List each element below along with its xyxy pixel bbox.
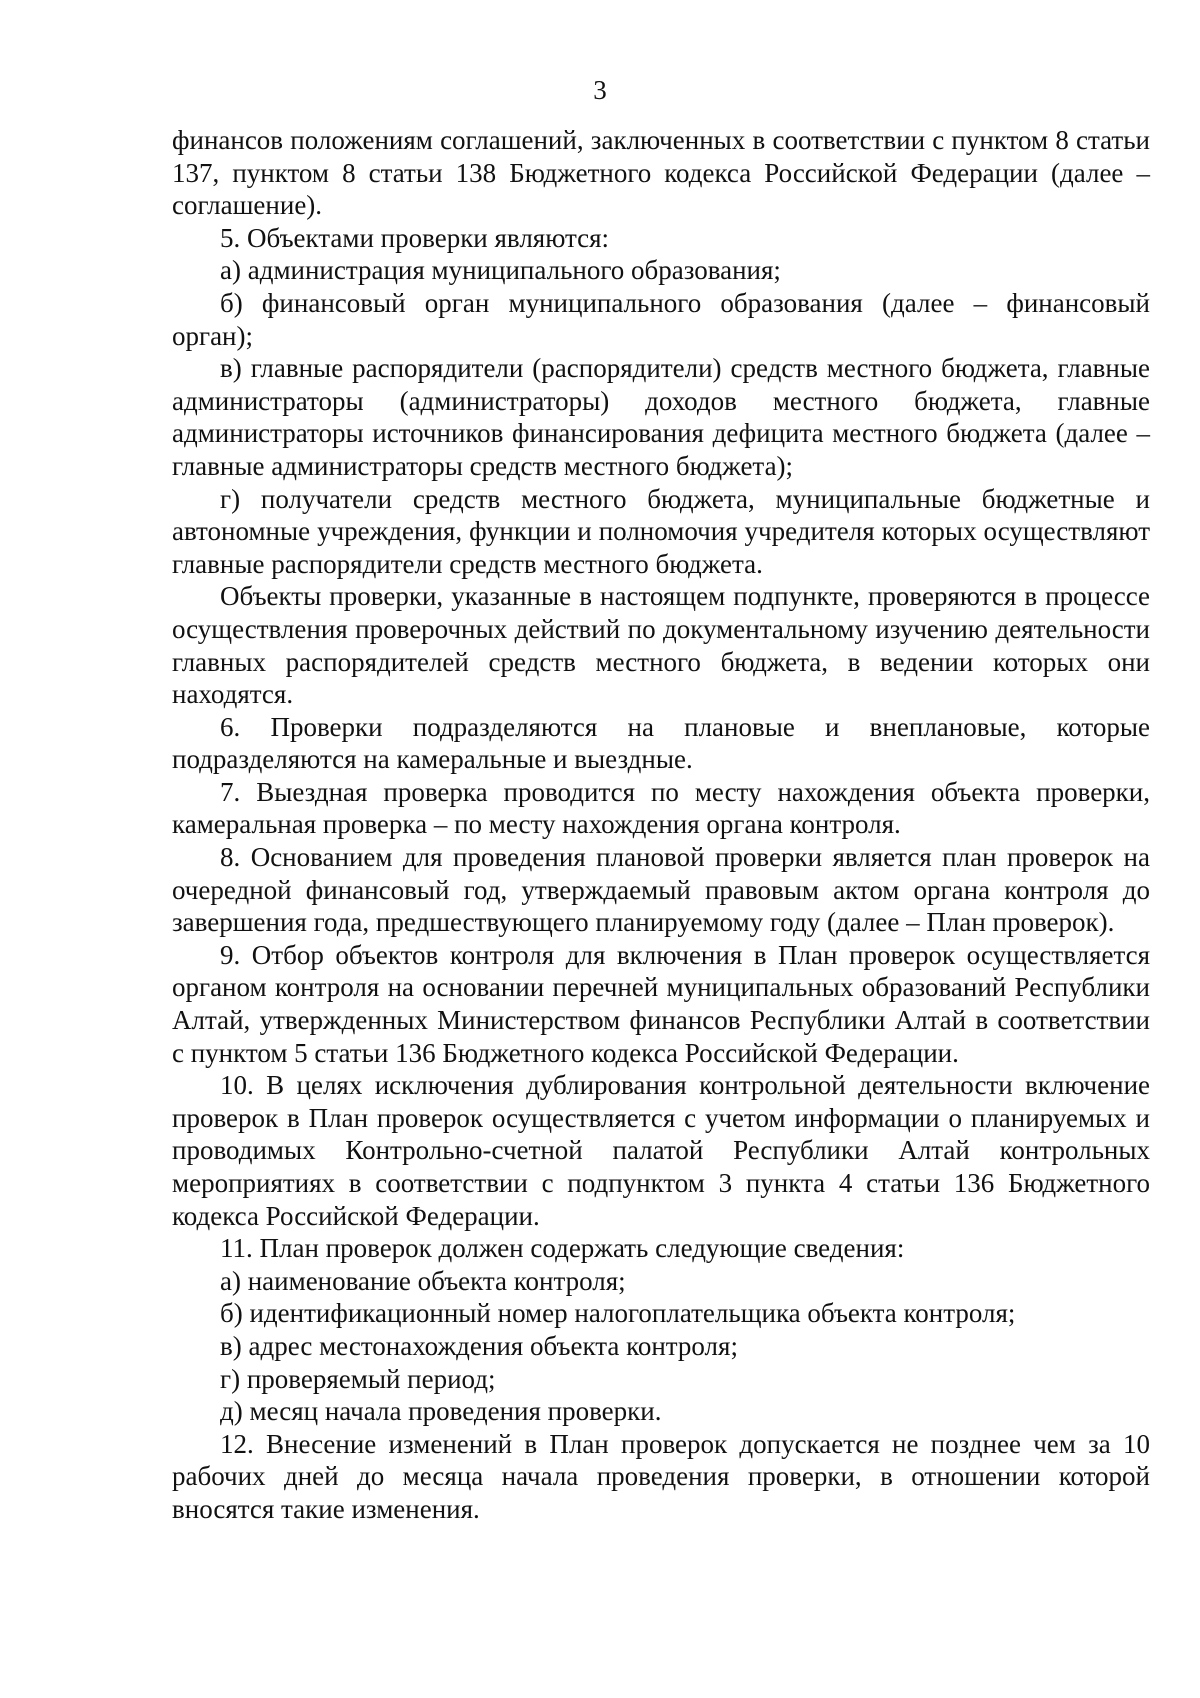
paragraph-item-7: 7. Выездная проверка проводится по месту нахождения объекта проверки, камеральная проверка – по месту нахождения органа контроля.: [172, 776, 1150, 840]
paragraph-item-8: 8. Основанием для проведения плановой проверки является план проверок на очередной финансовый год, утверждаемый правовым актом органа контроля до завершения года, предшествующего планируемому году (далее – План проверок).: [172, 842, 1150, 938]
paragraph-item-12: 12. Внесение изменений в План проверок допускается не позднее чем за 10 рабочих дней до месяца начала проведения проверки, в отношении которой вносятся такие изменения.: [172, 1428, 1150, 1524]
page-number: 3: [593, 75, 607, 105]
paragraph-item-5: 5. Объектами проверки являются:: [220, 222, 610, 253]
paragraph-item-6: 6. Проверки подразделяются на плановые и внеплановые, которые подразделяются на камеральные и выездные.: [172, 711, 1150, 775]
paragraph-item-5b: б) финансовый орган муниципального образования (далее – финансовый орган);: [172, 287, 1150, 351]
paragraph-item-5g: г) получатели средств местного бюджета, муниципальные бюджетные и автономные учреждения, функции и полномочия учредителя которых осуществляют главные распорядители средств местного бюджета.: [172, 483, 1150, 579]
paragraph-item-11b: б) идентификационный номер налогоплательщика объекта контроля;: [220, 1298, 1016, 1329]
paragraph-item-10: 10. В целях исключения дублирования контрольной деятельности включение проверок в План проверок осуществляется с учетом информации о планируемых и проводимых Контрольно-счетной палатой Республики Алтай контрольных мероприятиях в соответствии с подпунктом 3 пункта 4 статьи 136 Бюджетного кодекса Российской Федерации.: [172, 1070, 1150, 1231]
paragraph-continuation: финансов положениям соглашений, заключенных в соответствии с пунктом 8 статьи 137, пунктом 8 статьи 138 Бюджетного кодекса Российской Федерации (далее – соглашение).: [172, 125, 1150, 221]
paragraph-item-11d: д) месяц начала проведения проверки.: [220, 1396, 662, 1427]
paragraph-item-11g: г) проверяемый период;: [220, 1363, 496, 1394]
paragraph-item-9: 9. Отбор объектов контроля для включения в План проверок осуществляется органом контроля на основании перечней муниципальных образований Республики Алтай, утвержденных Министерством финансов Республики Алтай в соответствии с пунктом 5 статьи 136 Бюджетного кодекса Российской Федерации.: [172, 939, 1150, 1068]
paragraph-item-5v: в) главные распорядители (распорядители) средств местного бюджета, главные администраторы (администраторы) доходов местного бюджета, главные администраторы источников финансирования дефицита местного бюджета (далее – главные администраторы средств местного бюджета);: [172, 353, 1150, 481]
paragraph-item-11: 11. План проверок должен содержать следующие сведения:: [220, 1233, 905, 1264]
paragraph-item-11a: а) наименование объекта контроля;: [220, 1265, 626, 1296]
paragraph-item-5a: а) администрация муниципального образования;: [220, 255, 781, 286]
paragraph-objects-note: Объекты проверки, указанные в настоящем подпункте, проверяются в процессе осуществления проверочных действий по документальному изучению деятельности главных распорядителей средств местного бюджета, в ведении которых они находятся.: [172, 581, 1150, 710]
document-body: [172, 124, 1150, 1526]
paragraph-item-11v: в) адрес местонахождения объекта контроля;: [220, 1330, 738, 1361]
